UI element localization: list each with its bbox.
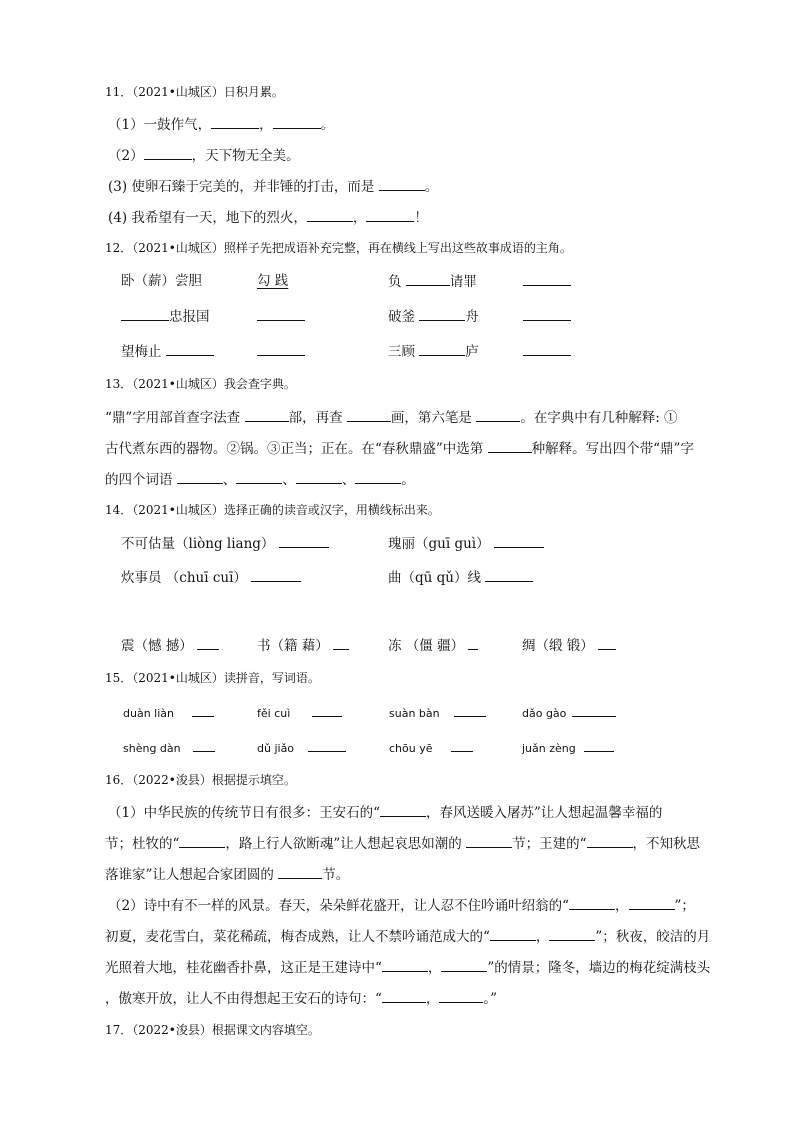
q11-header: 11．（2021•山城区）日积月累。 [105,85,284,99]
q13-text: “鼎”字用部首查字法查 [105,410,245,426]
q16-text: 落谁家”让人想起合家团圆的 [105,867,279,883]
blank[interactable] [494,535,544,548]
q15-item [257,739,346,757]
q12-text: 舟 [465,309,479,325]
q13-text: 。 [401,472,415,488]
q16-line [105,990,497,1007]
q13-text: 、 [341,472,356,488]
q16-text: 。” [483,991,498,1007]
q16-line [105,928,710,945]
q15-header: 15．（2021•山城区）读拼音，写词语。 [105,671,320,685]
pinyin: chōu yē [389,742,433,755]
q16-text: 光照着大地，桂花幽香扑鼻，这正是王建诗中“ [105,960,382,976]
q13-text: 。在字典中有几种解释: ① [520,410,678,426]
q16-text: ， [535,929,550,945]
q12-text: 忠报国 [169,309,210,325]
blank[interactable] [598,637,616,650]
q16-text: ，春风送暖入屠苏”让人想起温馨幸福的 [426,805,663,821]
q15-item [123,704,214,722]
pinyin: duàn liàn [123,707,174,720]
q16-text: ， [427,960,442,976]
blank[interactable] [490,928,536,941]
q16-text: （1）中华民族的传统节日有很多：王安石的“ [108,805,380,821]
blank[interactable] [211,116,259,129]
q16-text: ”； [674,898,695,914]
q15-item [522,704,616,722]
q11-text: （2） [108,148,144,164]
q12-idiom [388,308,479,325]
q12-idiom [121,308,210,325]
q16-text: ”；秋夜，皎洁的月 [595,929,711,945]
q14-item [388,569,533,586]
q11-text: ， [352,210,367,226]
blank[interactable] [441,959,487,972]
q14-text: 书（籍 藉） [257,638,334,654]
q12-text: 三顾 [388,344,420,360]
blank[interactable] [279,535,329,548]
q15-item [123,739,215,757]
blank[interactable] [468,637,478,650]
pinyin: shèng dàn [123,742,181,755]
q16-text: 节；杜牧的“ [105,836,180,852]
blank[interactable] [587,835,633,848]
blank[interactable] [192,704,214,717]
blank[interactable] [419,343,465,356]
q14-text: 曲（qū qǔ）线 [388,570,486,586]
blank[interactable] [382,959,428,972]
blank[interactable] [312,704,342,717]
q14-item [121,569,301,586]
blank[interactable] [144,147,192,160]
q16-text: （2）诗中有不一样的风景。春天，朵朵鲜花盛开，让人忍不住吟诵叶绍翁的“ [108,898,569,914]
blank[interactable] [584,739,614,752]
q13-text: 、 [222,472,237,488]
q16-text: ，傲寒开放，让人不由得想起王安石的诗句：“ [105,991,382,1007]
blank[interactable] [451,739,473,752]
blank[interactable] [419,308,465,321]
q11-text: (3) 使卵石臻于完美的，并非锤的打击，而是 [108,179,379,195]
pinyin: fěi cuì [257,707,291,720]
blank[interactable] [177,471,223,484]
q16-line [105,866,349,883]
q12-example: 卧（薪）尝胆 [121,273,202,289]
blank[interactable] [193,739,215,752]
q13-header: 13．（2021•山城区）我会查字典。 [105,377,296,391]
blank[interactable] [236,471,282,484]
q15-item [389,704,486,722]
q11-item-4 [108,209,428,226]
blank[interactable] [251,569,301,582]
blank[interactable] [380,804,426,817]
blank[interactable] [379,178,425,191]
q12-answer [257,343,305,360]
blank[interactable] [569,897,615,910]
blank[interactable] [406,273,450,286]
q17-header: 17．（2022•浚县）根据课文内容填空。 [105,1023,320,1037]
q14-header: 14．（2021•山城区）选择正确的读音或汉字，用横线标出来。 [105,503,440,517]
pinyin: juǎn zèng [522,742,576,755]
q14-text: 炊事员 （chuī cuī） [121,570,252,586]
q12-example-answer: 勾 践 [257,273,289,289]
q14-item [121,535,329,552]
q14-text: 不可估量（liòng liang） [121,536,279,552]
q12-header: 12．（2021•山城区）照样子先把成语补充完整，再在横线上写出这些故事成语的主角。 [105,241,572,255]
q12-answer [257,308,305,325]
q14-item [388,535,544,552]
blank[interactable] [629,897,675,910]
blank[interactable] [307,209,353,222]
q13-text: 画，第六笔是 [390,410,477,426]
q12-idiom [121,343,214,360]
q11-item-2 [108,147,300,164]
blank[interactable] [121,308,169,321]
q11-text: 。 [424,179,439,195]
q13-text: 部，再查 [288,410,347,426]
blank[interactable] [257,308,305,321]
q12-answer [523,273,571,290]
q16-text: 初夏，麦花雪白，菜花稀疏，梅杏成熟，让人不禁吟诵范成大的“ [105,929,490,945]
q12-text: 望梅止 [121,344,166,360]
pinyin: dǔ jiǎo [257,742,295,755]
q12-text: 破釜 [388,309,420,325]
blank[interactable] [197,637,219,650]
blank[interactable] [355,471,401,484]
q16-text: 节；王建的“ [512,836,587,852]
blank[interactable] [179,835,225,848]
q11-text: ， [259,117,273,133]
q11-text: 。 [320,117,335,133]
blank[interactable] [439,990,483,1003]
q13-line-1 [105,409,678,426]
q14-item [121,637,219,654]
pinyin: dǎo gào [522,707,567,720]
q11-text: ！ [414,210,428,226]
blank[interactable] [476,409,520,422]
blank[interactable] [382,990,426,1003]
q13-text: 古代煮东西的器物。②锅。③正当；正在。在“春秋鼎盛”中选第 [105,441,488,457]
q14-text: 震（憾 撼） [121,638,198,654]
q16-text: ，路上行人欲断魂”让人想起哀思如潮的 [225,836,467,852]
blank[interactable] [523,273,571,286]
blank[interactable] [347,409,391,422]
blank[interactable] [488,440,532,453]
q14-item [522,637,616,654]
blank[interactable] [454,704,486,717]
blank[interactable] [333,637,349,650]
q16-header: 16．（2022•浚县）根据提示填空。 [105,773,296,787]
q14-item [257,637,349,654]
q11-item-3 [108,178,438,195]
q11-text: （1）一鼓作气， [108,117,212,133]
q16-text: ，不知秋思 [632,836,701,852]
blank[interactable] [523,343,571,356]
q16-line [105,959,710,976]
blank[interactable] [523,308,571,321]
q15-item [389,739,473,757]
q11-text: ，天下物无全美。 [191,148,300,164]
q13-line-3 [105,471,415,488]
blank[interactable] [308,739,346,752]
q15-item [257,704,342,722]
q14-item [388,637,478,654]
q12-idiom [388,273,477,290]
blank[interactable] [466,835,512,848]
q11-item-1 [108,116,334,133]
blank[interactable] [273,116,321,129]
q12-text: 负 [388,274,406,290]
q13-text: 、 [282,472,296,488]
q12-idiom [388,343,479,360]
q13-text: 的四个词语 [105,472,177,488]
blank[interactable] [366,209,414,222]
pinyin: suàn bàn [389,707,440,720]
blank[interactable] [485,569,533,582]
q13-line-2 [105,440,694,457]
q14-text: 绸（缎 锻） [522,638,599,654]
q15-item [522,739,614,757]
q16-text: ， [615,898,629,914]
blank[interactable] [296,471,342,484]
blank[interactable] [257,343,305,356]
q14-text: 瑰丽（guī guì） [388,536,494,552]
q12-answer [523,343,571,360]
q16-text: ”的情景；隆冬，墙边的梅花绽满枝头 [487,960,711,976]
blank[interactable] [549,928,595,941]
q13-text: 种解释。写出四个带“鼎”字 [531,441,694,457]
blank[interactable] [166,343,214,356]
q14-text: 冻 （僵 疆） [388,638,469,654]
q12-text: 庐 [465,344,479,360]
q11-text: (4) 我希望有一天，地下的烈火， [108,210,307,226]
q12-answer [523,308,571,325]
q16-line [105,835,700,852]
q16-line [108,804,662,821]
blank[interactable] [278,866,322,879]
q16-text: 节。 [322,867,350,883]
q16-text: ， [425,991,440,1007]
blank[interactable] [572,704,616,717]
q16-line [108,897,695,914]
blank[interactable] [245,409,289,422]
q12-text: 请罪 [449,274,477,290]
